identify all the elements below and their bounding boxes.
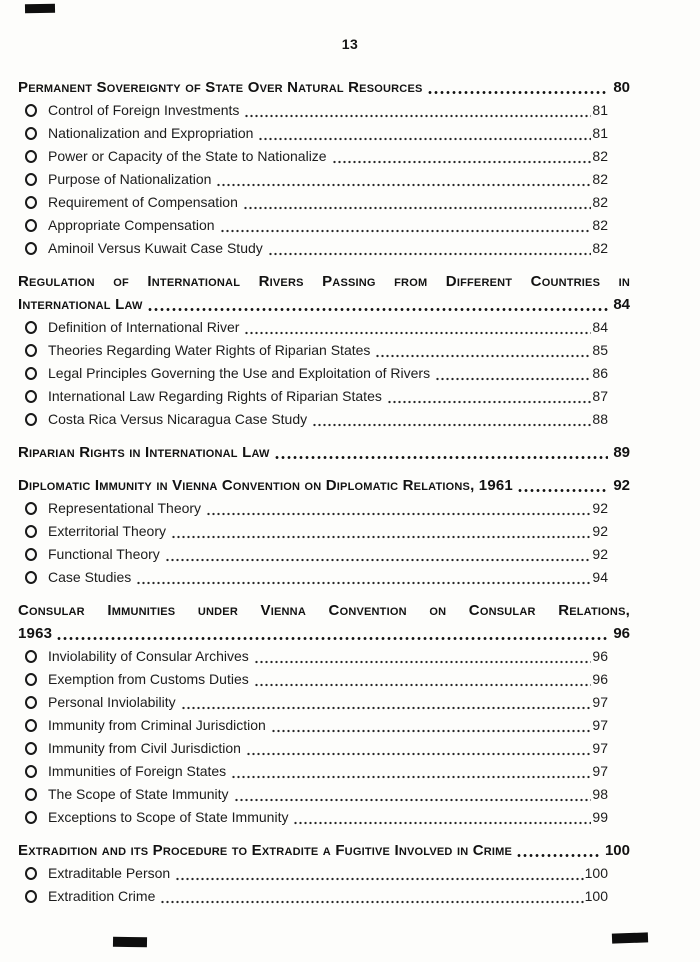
dot-leader: [230, 760, 591, 783]
circle-bullet-icon: [25, 173, 37, 186]
dot-leader: [205, 497, 591, 520]
dot-leader: [170, 520, 591, 543]
toc-item: [18, 99, 630, 122]
toc-section: [18, 270, 630, 431]
circle-bullet-icon: [25, 525, 37, 538]
item-label: Inviolability of Consular Archives: [48, 648, 249, 664]
item-label: International Law Regarding Rights of Riparian States: [48, 388, 382, 404]
dot-leader: [331, 145, 592, 168]
toc-section: [18, 441, 630, 464]
toc-section: [18, 839, 630, 908]
section-page-number: 92: [613, 477, 630, 494]
circle-bullet-icon: [25, 765, 37, 778]
item-page-number: 98: [592, 786, 608, 802]
section-items: [18, 497, 630, 589]
item-label: Legal Principles Governing the Use and Exploitation of Rivers: [48, 365, 431, 381]
toc-section: [18, 599, 630, 829]
dot-leader: [515, 839, 600, 862]
toc-item: [18, 862, 630, 885]
toc-section: [18, 474, 630, 589]
dot-leader: [516, 474, 608, 497]
section-heading: [18, 839, 630, 862]
table-of-contents: [18, 76, 630, 908]
dot-leader: [243, 316, 591, 339]
dot-leader: [159, 885, 583, 908]
section-heading-line: [18, 76, 630, 99]
section-heading: [18, 474, 630, 497]
item-label: Functional Theory: [48, 546, 160, 562]
dot-leader: [233, 783, 592, 806]
item-label: Extradition Crime: [48, 888, 156, 904]
page-number: 13: [341, 36, 359, 52]
toc-item: [18, 122, 630, 145]
item-label: Immunity from Civil Jurisdiction: [48, 740, 241, 756]
toc-item: [18, 783, 630, 806]
circle-bullet-icon: [25, 390, 37, 403]
item-page-number: 82: [592, 148, 608, 164]
item-page-number: 82: [592, 217, 608, 233]
circle-bullet-icon: [25, 890, 37, 903]
section-title: Riparian Rights in International Law: [18, 444, 270, 461]
item-label: Costa Rica Versus Nicaragua Case Study: [48, 411, 308, 427]
item-label: Appropriate Compensation: [48, 217, 215, 233]
section-title: Regulation of International Rivers Passing from Different Countries in: [18, 273, 630, 290]
circle-bullet-icon: [25, 571, 37, 584]
dot-leader: [55, 622, 608, 645]
scan-artifact-top-left: [25, 4, 55, 14]
item-page-number: 81: [592, 125, 608, 141]
circle-bullet-icon: [25, 219, 37, 232]
circle-bullet-icon: [25, 242, 37, 255]
circle-bullet-icon: [25, 811, 37, 824]
toc-item: [18, 362, 630, 385]
section-heading-line: [18, 622, 630, 645]
dot-leader: [215, 168, 591, 191]
circle-bullet-icon: [25, 196, 37, 209]
item-label: Exterritorial Theory: [48, 523, 167, 539]
circle-bullet-icon: [25, 696, 37, 709]
toc-item: [18, 497, 630, 520]
section-items: [18, 99, 630, 260]
item-page-number: 82: [592, 194, 608, 210]
section-heading: [18, 76, 630, 99]
dot-leader: [242, 191, 592, 214]
section-title: Consular Immunities under Vienna Convention on Consular Relations,: [18, 602, 630, 619]
scan-artifact-bottom-left: [113, 937, 147, 948]
item-label: Power or Capacity of the State to Nationalize: [48, 148, 327, 164]
toc-item: [18, 191, 630, 214]
section-page-number: 96: [613, 625, 630, 642]
dot-leader: [292, 806, 591, 829]
item-page-number: 81: [592, 102, 608, 118]
circle-bullet-icon: [25, 788, 37, 801]
section-page-number: 100: [604, 842, 630, 859]
scan-artifact-bottom-right: [612, 932, 648, 943]
section-heading: [18, 270, 630, 316]
item-page-number: 99: [592, 809, 608, 825]
section-title: International Law: [18, 296, 143, 313]
toc-item: [18, 806, 630, 829]
item-page-number: 92: [592, 500, 608, 516]
item-page-number: 82: [592, 171, 608, 187]
section-heading-line: [18, 441, 630, 464]
toc-item: [18, 520, 630, 543]
item-label: Extraditable Person: [48, 865, 171, 881]
section-title: Diplomatic Immunity in Vienna Convention on Diplomatic Relations, 1961: [18, 477, 513, 494]
dot-leader: [257, 122, 591, 145]
toc-item: [18, 737, 630, 760]
circle-bullet-icon: [25, 104, 37, 117]
toc-item: [18, 691, 630, 714]
circle-bullet-icon: [25, 321, 37, 334]
toc-item: [18, 668, 630, 691]
circle-bullet-icon: [25, 742, 37, 755]
dot-leader: [180, 691, 592, 714]
item-label: Theories Regarding Water Rights of Riparian States: [48, 342, 371, 358]
section-heading-line: [18, 474, 630, 497]
dot-leader: [253, 668, 592, 691]
section-page-number: 84: [613, 296, 630, 313]
circle-bullet-icon: [25, 548, 37, 561]
dot-leader: [253, 645, 592, 668]
item-label: Purpose of Nationalization: [48, 171, 212, 187]
circle-bullet-icon: [25, 867, 37, 880]
item-page-number: 97: [592, 694, 608, 710]
section-items: [18, 316, 630, 431]
circle-bullet-icon: [25, 150, 37, 163]
item-page-number: 96: [592, 648, 608, 664]
section-title: Permanent Sovereignty of State Over Natural Resources: [18, 79, 423, 96]
section-items: [18, 645, 630, 829]
item-label: Requirement of Compensation: [48, 194, 238, 210]
item-page-number: 92: [592, 546, 608, 562]
section-title: Extradition and its Procedure to Extradite a Fugitive Involved in Crime: [18, 842, 513, 859]
item-label: Aminoil Versus Kuwait Case Study: [48, 240, 263, 256]
item-label: Representational Theory: [48, 500, 202, 516]
toc-item: [18, 543, 630, 566]
dot-leader: [386, 385, 592, 408]
circle-bullet-icon: [25, 413, 37, 426]
section-heading-line: [18, 270, 630, 293]
toc-item: [18, 885, 630, 908]
item-page-number: 94: [592, 569, 608, 585]
toc-item: [18, 316, 630, 339]
toc-item: [18, 168, 630, 191]
toc-item: [18, 645, 630, 668]
item-label: Case Studies: [48, 569, 132, 585]
item-label: Immunity from Criminal Jurisdiction: [48, 717, 266, 733]
dot-leader: [219, 214, 592, 237]
item-label: Nationalization and Expropriation: [48, 125, 254, 141]
section-heading: [18, 599, 630, 645]
dot-leader: [245, 737, 591, 760]
dot-leader: [311, 408, 591, 431]
item-label: Personal Inviolability: [48, 694, 176, 710]
item-page-number: 92: [592, 523, 608, 539]
item-label: Immunities of Foreign States: [48, 763, 227, 779]
item-label: Exceptions to Scope of State Immunity: [48, 809, 289, 825]
dot-leader: [146, 293, 609, 316]
section-items: [18, 862, 630, 908]
toc-item: [18, 385, 630, 408]
section-heading-line: [18, 599, 630, 622]
dot-leader: [267, 237, 592, 260]
dot-leader: [135, 566, 591, 589]
toc-section: [18, 76, 630, 260]
item-page-number: 87: [592, 388, 608, 404]
item-page-number: 88: [592, 411, 608, 427]
circle-bullet-icon: [25, 502, 37, 515]
circle-bullet-icon: [25, 650, 37, 663]
item-page-number: 97: [592, 740, 608, 756]
dot-leader: [426, 76, 609, 99]
toc-item: [18, 214, 630, 237]
toc-item: [18, 339, 630, 362]
dot-leader: [164, 543, 592, 566]
dot-leader: [374, 339, 591, 362]
dot-leader: [270, 714, 592, 737]
section-page-number: 89: [613, 444, 630, 461]
toc-item: [18, 714, 630, 737]
item-label: The Scope of State Immunity: [48, 786, 229, 802]
circle-bullet-icon: [25, 367, 37, 380]
toc-item: [18, 408, 630, 431]
item-label: Control of Foreign Investments: [48, 102, 240, 118]
item-page-number: 100: [584, 865, 608, 881]
toc-item: [18, 237, 630, 260]
section-page-number: 80: [613, 79, 630, 96]
item-page-number: 86: [592, 365, 608, 381]
section-heading-line: [18, 839, 630, 862]
item-label: Exemption from Customs Duties: [48, 671, 249, 687]
item-page-number: 82: [592, 240, 608, 256]
dot-leader: [434, 362, 591, 385]
toc-item: [18, 145, 630, 168]
toc-item: [18, 760, 630, 783]
section-title: 1963: [18, 625, 53, 642]
circle-bullet-icon: [25, 344, 37, 357]
item-page-number: 100: [584, 888, 608, 904]
circle-bullet-icon: [25, 127, 37, 140]
section-heading: [18, 441, 630, 464]
circle-bullet-icon: [25, 673, 37, 686]
item-page-number: 85: [592, 342, 608, 358]
dot-leader: [273, 441, 609, 464]
item-label: Definition of International River: [48, 319, 240, 335]
dot-leader: [174, 862, 583, 885]
item-page-number: 96: [592, 671, 608, 687]
section-heading-line: [18, 293, 630, 316]
item-page-number: 84: [592, 319, 608, 335]
item-page-number: 97: [592, 763, 608, 779]
toc-item: [18, 566, 630, 589]
circle-bullet-icon: [25, 719, 37, 732]
dot-leader: [243, 99, 591, 122]
item-page-number: 97: [592, 717, 608, 733]
